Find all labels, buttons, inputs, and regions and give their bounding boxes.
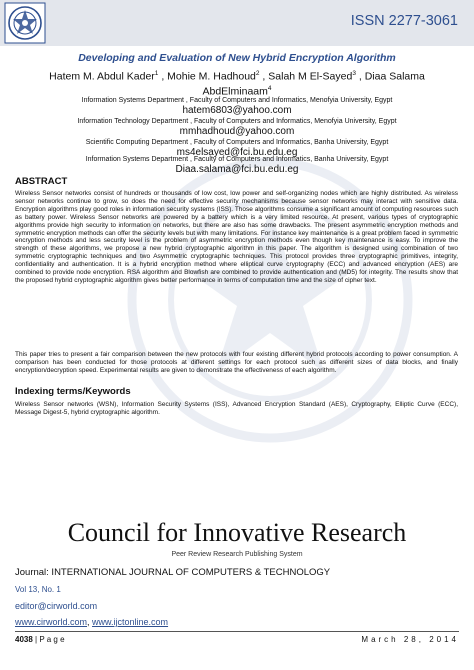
- author-name: Mohie M. Hadhoud: [167, 70, 256, 83]
- issn-label: ISSN 2277-3061: [350, 13, 458, 29]
- cirworld-link[interactable]: www.cirworld.com: [15, 617, 88, 627]
- author-index: 1: [154, 70, 159, 77]
- publisher-links: [15, 617, 168, 627]
- affiliation-block: [15, 117, 459, 138]
- author-list: Hatem M. Abdul Kader$^1$ , Mohie M. Hadhoud$^2$ , Salah M El-Sayed$^3$ , Diaa Salama AbdElminaam$^4$: [49, 70, 425, 97]
- affiliation-block: [15, 96, 459, 117]
- ijctonline-link[interactable]: www.ijctonline.com: [92, 617, 169, 627]
- keywords-heading: Indexing terms/Keywords: [15, 386, 131, 397]
- affiliation-text: Information Systems Department , Faculty of Computers and Informatics, Banha University, Egypt: [85, 156, 389, 163]
- affiliation-text: Scientific Computing Department , Faculty of Computers and Informatics, Banha University, Egypt: [85, 139, 389, 146]
- affiliation-block: [15, 155, 459, 176]
- abstract-paragraph: Wireless Sensor networks consist of hundreds or thousands of low cost, low power and self-organizing nodes which are highly distributed. As wireless sensor networks continue to grow, so does the need for effective security mechanisms because sensor networks may interact with sensitive data. Encryption algorithms play good roles in information security systems (ISS). Those algorithms consume a significant amount of computing resources such as battery power. Wireless Sensor networks are powered by a battery which is a very limited resource. At present, various types of cryptographic algorithms provide high security to information on networks, but there are also has some drawbacks. The present asymmetric encryption methods and symmetric encryption methods can offer the security levels but with many limitations. For instance key maintenance is a great problem faced in symmetric encryption methods and less security level is the problem of asymmetric encryption methods even though key maintenance is easy. To improve the strength of these algorithms, we propose a new hybrid cryptographic algorithm in this paper. The algorithm is designed using combination of two symmetric cryptographic techniques and two Asymmetric cryptographic techniques. This protocol provides three cryptographic primitives, integrity, confidentiality and authentication. It is a hybrid encryption method where elliptical curve cryptography (ECC) and advanced encryption (AES) are combined to provide node encryption. RSA algorithm and Blowfish are combined to provide authentication and (MD5) for integrity. The results show that the proposed hybrid cryptographic algorithm gives better performance in terms of computation time and the size of cipher text.: [15, 190, 458, 284]
- page-footer-left: [15, 635, 65, 644]
- link-separator: ,: [87, 617, 93, 627]
- publisher-tagline: Peer Review Research Publishing System: [171, 551, 303, 558]
- author-email[interactable]: hatem6803@yahoo.com: [182, 105, 292, 116]
- publisher-name: Council for Innovative Research: [67, 518, 407, 547]
- author-email[interactable]: Diaa.salama@fci.bu.edu.eg: [175, 164, 299, 175]
- author-index: 2: [255, 70, 260, 77]
- affiliation-text: Information Technology Department , Faculty of Computers and Informatics, Menofyia University, Egypt: [77, 118, 397, 125]
- footer-divider: [15, 631, 459, 632]
- affiliation-text: Information Systems Department , Faculty of Computers and Informatics, Menofyia University, Egypt: [81, 97, 393, 104]
- author-name: Hatem M. Abdul Kader: [49, 70, 155, 83]
- publication-date: March 28, 2014: [361, 635, 459, 644]
- author-name: Diaa Salama AbdElminaam: [202, 70, 425, 97]
- keywords-text: Wireless Sensor networks (WSN), Information Security Systems (ISS), Advanced Encryption Standard (AES), Cryptography, Elliptic Curve (ECC), Message Digest-5, hybrid cryptographic algorithm.: [15, 401, 458, 416]
- page-label: | P a g e: [32, 635, 65, 644]
- page-number: 4038: [15, 635, 33, 644]
- paper-title: Developing and Evaluation of New Hybrid Encryption Algorithm: [78, 52, 396, 64]
- author-index: 3: [352, 70, 356, 77]
- author-name: Salah M El-Sayed: [268, 70, 353, 83]
- journal-volume: Vol 13, No. 1: [15, 585, 61, 594]
- abstract-paragraph: This paper tries to present a fair comparison between the new protocols with four existing different hybrid protocols according to power consumption. A comparison has been conducted for those protocols at different settings for each protocol such as different sizes of data blocks, and finally encryption/decryption speed. Experimental results are given to demonstrate the effectiveness of each algorithm.: [15, 351, 458, 374]
- author-index: 4: [267, 84, 272, 92]
- author-email[interactable]: ms4elsayed@fci.bu.edu.eg: [176, 147, 298, 158]
- abstract-heading: ABSTRACT: [15, 176, 68, 187]
- editor-email[interactable]: editor@cirworld.com: [15, 601, 98, 611]
- author-email[interactable]: mmhadhoud@yahoo.com: [179, 126, 295, 137]
- journal-logo-icon: [4, 2, 46, 44]
- journal-name: Journal: INTERNATIONAL JOURNAL OF COMPUTERS & TECHNOLOGY: [15, 567, 331, 578]
